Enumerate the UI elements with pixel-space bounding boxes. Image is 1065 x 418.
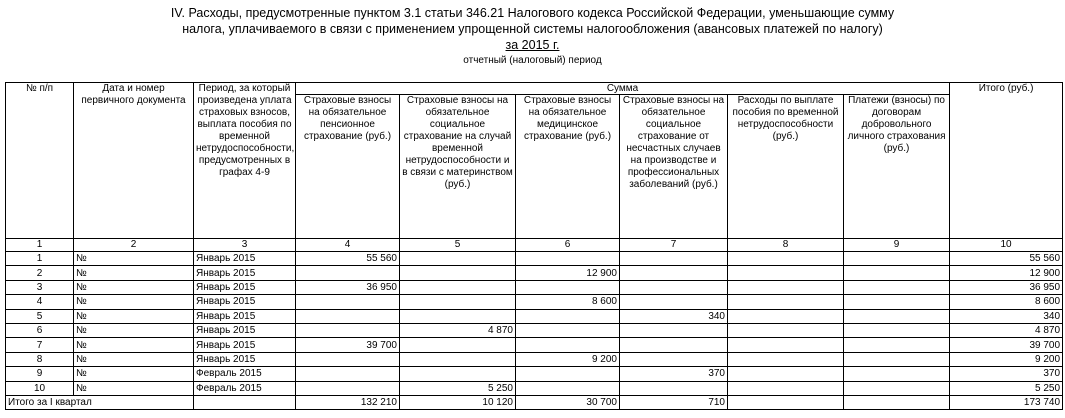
col-number: 2 — [74, 239, 194, 252]
table-cell-c9 — [844, 367, 950, 381]
table-cell-c6 — [516, 367, 620, 381]
total-cell — [194, 395, 296, 409]
table-cell-period: Январь 2015 — [194, 352, 296, 366]
table-cell-c8 — [728, 252, 844, 266]
table-cell-c4 — [296, 295, 400, 309]
col-number: 1 — [6, 239, 74, 252]
table-cell-c7 — [620, 338, 728, 352]
col-number: 7 — [620, 239, 728, 252]
table-cell-c6 — [516, 280, 620, 294]
table-cell-n: 9 — [6, 367, 74, 381]
header-col-6: Страховые взносы на обязательное медицинское страхование (руб.) — [516, 95, 620, 239]
table-cell-c9 — [844, 295, 950, 309]
table-cell-doc: № — [74, 338, 194, 352]
header-document: Дата и номер первичного документа — [74, 83, 194, 239]
table-cell-period: Февраль 2015 — [194, 367, 296, 381]
table-row — [6, 352, 1063, 366]
table-cell-c9 — [844, 338, 950, 352]
table-cell-n: 6 — [6, 323, 74, 337]
table-cell-period: Январь 2015 — [194, 280, 296, 294]
table-cell-c9 — [844, 309, 950, 323]
total-row — [6, 395, 1063, 409]
table-row — [6, 381, 1063, 395]
table-cell-n: 8 — [6, 352, 74, 366]
table-cell-c8 — [728, 367, 844, 381]
table-cell-c4 — [296, 381, 400, 395]
table-cell-c9 — [844, 352, 950, 366]
table-cell-c7 — [620, 280, 728, 294]
table-cell-c8 — [728, 266, 844, 280]
col-number: 10 — [950, 239, 1063, 252]
table-cell-n: 2 — [6, 266, 74, 280]
table-cell-period: Январь 2015 — [194, 252, 296, 266]
header-col-9: Платежи (взносы) по договорам добровольного личного страхования (руб.) — [844, 95, 950, 239]
table-cell-c5 — [400, 352, 516, 366]
header-col-7: Страховые взносы на обязательное социальное страхование от несчастных случаев на производстве и профессиональных заболеваний (руб.) — [620, 95, 728, 239]
table-cell-total: 8 600 — [950, 295, 1063, 309]
table-cell-c9 — [844, 280, 950, 294]
period-caption: отчетный (налоговый) период — [463, 55, 602, 66]
table-cell-c6: 12 900 — [516, 266, 620, 280]
table-cell-c5 — [400, 252, 516, 266]
table-cell-c5 — [400, 266, 516, 280]
total-cell — [844, 395, 950, 409]
table-cell-c4 — [296, 367, 400, 381]
table-cell-c7: 370 — [620, 367, 728, 381]
table-cell-c6 — [516, 323, 620, 337]
table-row — [6, 323, 1063, 337]
table-cell-doc: № — [74, 381, 194, 395]
total-cell: 30 700 — [516, 395, 620, 409]
table-cell-n: 4 — [6, 295, 74, 309]
table-cell-n: 5 — [6, 309, 74, 323]
table-cell-c6 — [516, 381, 620, 395]
table-cell-total: 55 560 — [950, 252, 1063, 266]
table-cell-n: 7 — [6, 338, 74, 352]
table-cell-c5: 5 250 — [400, 381, 516, 395]
table-cell-c5 — [400, 367, 516, 381]
table-row — [6, 309, 1063, 323]
table-cell-n: 10 — [6, 381, 74, 395]
table-cell-c8 — [728, 323, 844, 337]
table-cell-c7 — [620, 381, 728, 395]
table-cell-period: Январь 2015 — [194, 309, 296, 323]
table-cell-doc: № — [74, 323, 194, 337]
table-cell-c8 — [728, 381, 844, 395]
col-number: 8 — [728, 239, 844, 252]
reporting-period: за 2015 г. — [505, 38, 560, 52]
col-number: 6 — [516, 239, 620, 252]
table-cell-total: 39 700 — [950, 338, 1063, 352]
table-cell-doc: № — [74, 252, 194, 266]
title-line-1: IV. Расходы, предусмотренные пунктом 3.1 статьи 346.21 Налогового кодекса Российской Федерации, уменьшающие сумму — [170, 6, 895, 20]
total-cell — [728, 395, 844, 409]
table-row — [6, 338, 1063, 352]
expenses-table — [5, 82, 1063, 410]
table-cell-total: 12 900 — [950, 266, 1063, 280]
total-cell: 710 — [620, 395, 728, 409]
total-cell: 173 740 — [950, 395, 1063, 409]
table-cell-c7 — [620, 295, 728, 309]
report-title — [0, 5, 1065, 53]
table-cell-period: Январь 2015 — [194, 323, 296, 337]
table-cell-c9 — [844, 323, 950, 337]
total-cell: 10 120 — [400, 395, 516, 409]
header-col-8: Расходы по выплате пособия по временной нетрудоспособности (руб.) — [728, 95, 844, 239]
table-cell-c8 — [728, 309, 844, 323]
header-period: Период, за который произведена уплата страховых взносов, выплата пособия по временной нетрудоспособности, предусмотренных в графах 4-9 — [194, 83, 296, 239]
table-cell-c5 — [400, 309, 516, 323]
table-cell-c7: 340 — [620, 309, 728, 323]
table-cell-c9 — [844, 381, 950, 395]
header-no: № п/п — [6, 83, 74, 239]
col-number: 9 — [844, 239, 950, 252]
table-cell-c5 — [400, 338, 516, 352]
table-cell-c4 — [296, 323, 400, 337]
table-cell-c4 — [296, 266, 400, 280]
table-cell-c5 — [400, 280, 516, 294]
table-cell-total: 9 200 — [950, 352, 1063, 366]
table-cell-c8 — [728, 338, 844, 352]
table-cell-c5: 4 870 — [400, 323, 516, 337]
table-row — [6, 266, 1063, 280]
table-cell-doc: № — [74, 352, 194, 366]
table-cell-period: Январь 2015 — [194, 266, 296, 280]
header-total: Итого (руб.) — [950, 83, 1063, 239]
table-cell-doc: № — [74, 266, 194, 280]
table-row — [6, 367, 1063, 381]
table-cell-n: 1 — [6, 252, 74, 266]
table-cell-c7 — [620, 266, 728, 280]
table-cell-c8 — [728, 295, 844, 309]
table-row — [6, 295, 1063, 309]
title-line-2: налога, уплачиваемого в связи с применением упрощенной системы налогообложения (авансовых платежей по налогу) — [182, 22, 883, 36]
column-number-row — [6, 239, 1063, 252]
col-number: 4 — [296, 239, 400, 252]
table-cell-c4 — [296, 309, 400, 323]
table-cell-c9 — [844, 266, 950, 280]
table-cell-period: Январь 2015 — [194, 295, 296, 309]
table-cell-total: 4 870 — [950, 323, 1063, 337]
table-cell-c8 — [728, 280, 844, 294]
table-cell-period: Январь 2015 — [194, 338, 296, 352]
table-cell-n: 3 — [6, 280, 74, 294]
table-cell-c5 — [400, 295, 516, 309]
table-cell-c7 — [620, 352, 728, 366]
table-cell-doc: № — [74, 295, 194, 309]
col-number: 5 — [400, 239, 516, 252]
table-cell-total: 340 — [950, 309, 1063, 323]
table-cell-c8 — [728, 352, 844, 366]
table-cell-period: Февраль 2015 — [194, 381, 296, 395]
table-cell-c4: 36 950 — [296, 280, 400, 294]
table-cell-c6 — [516, 252, 620, 266]
table-row — [6, 280, 1063, 294]
header-col-5: Страховые взносы на обязательное социальное страхование на случай временной нетрудоспособности и в связи с материнством (руб.) — [400, 95, 516, 239]
table-cell-c6 — [516, 309, 620, 323]
table-cell-total: 370 — [950, 367, 1063, 381]
table-cell-total: 36 950 — [950, 280, 1063, 294]
table-cell-c6: 8 600 — [516, 295, 620, 309]
table-cell-c7 — [620, 323, 728, 337]
table-cell-c6 — [516, 338, 620, 352]
table-cell-c4: 55 560 — [296, 252, 400, 266]
table-cell-doc: № — [74, 367, 194, 381]
table-cell-c9 — [844, 252, 950, 266]
table-cell-c4: 39 700 — [296, 338, 400, 352]
table-cell-total: 5 250 — [950, 381, 1063, 395]
col-number: 3 — [194, 239, 296, 252]
total-label: Итого за I квартал — [6, 395, 194, 409]
table-cell-c7 — [620, 252, 728, 266]
header-sum: Сумма — [296, 83, 950, 95]
table-row — [6, 252, 1063, 266]
header-col-4: Страховые взносы на обязательное пенсионное страхование (руб.) — [296, 95, 400, 239]
table-cell-c6: 9 200 — [516, 352, 620, 366]
table-cell-doc: № — [74, 280, 194, 294]
table-cell-c4 — [296, 352, 400, 366]
table-cell-doc: № — [74, 309, 194, 323]
total-cell: 132 210 — [296, 395, 400, 409]
